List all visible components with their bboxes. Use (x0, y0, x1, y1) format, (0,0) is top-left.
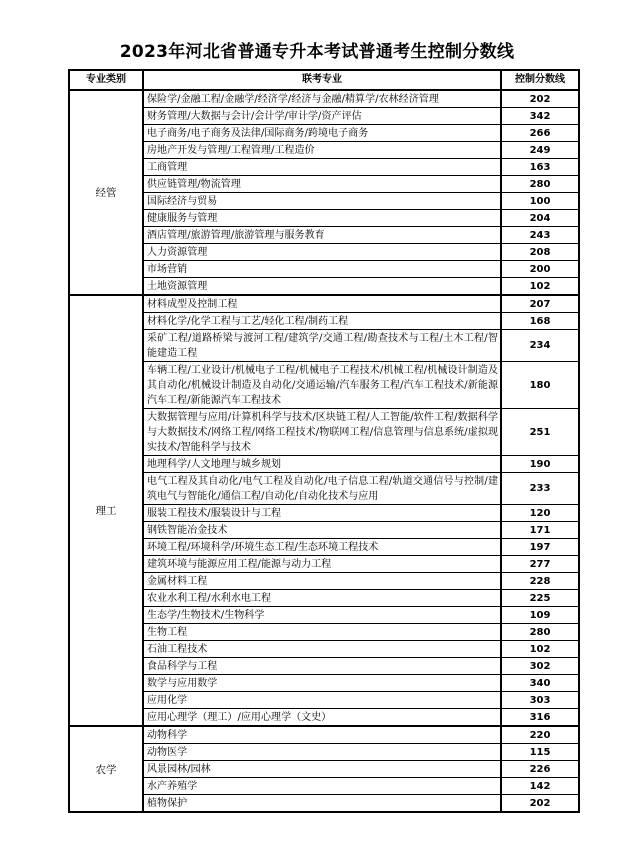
table-row (69, 142, 579, 159)
score-cell: 249 (501, 142, 579, 159)
majors-cell: 市场营销 (143, 261, 501, 278)
category-cell: 经管 (69, 90, 143, 295)
score-cell: 102 (501, 641, 579, 658)
score-cell: 100 (501, 193, 579, 210)
table-row (69, 473, 579, 505)
score-cell: 168 (501, 313, 579, 330)
table-row (69, 658, 579, 675)
table-row (69, 539, 579, 556)
table-row (69, 313, 579, 330)
table-row (69, 641, 579, 658)
score-cell: 280 (501, 624, 579, 641)
table-row (69, 244, 579, 261)
table-row (69, 761, 579, 778)
score-cell: 251 (501, 409, 579, 456)
score-cell: 109 (501, 607, 579, 624)
table-row (69, 176, 579, 193)
score-cell: 207 (501, 295, 579, 313)
table-row (69, 675, 579, 692)
category-cell: 理工 (69, 295, 143, 726)
majors-cell: 土地资源管理 (143, 278, 501, 296)
table-row (69, 108, 579, 125)
majors-cell: 工商管理 (143, 159, 501, 176)
majors-cell: 应用心理学（理工）/应用心理学（文史） (143, 709, 501, 727)
score-cell: 200 (501, 261, 579, 278)
table-row (69, 795, 579, 813)
table-row (69, 210, 579, 227)
table-row (69, 522, 579, 539)
score-cell: 142 (501, 778, 579, 795)
table-row (69, 607, 579, 624)
table-header-row (69, 70, 579, 90)
score-cell: 208 (501, 244, 579, 261)
majors-cell: 环境工程/环境科学/环境生态工程/生态环境工程技术 (143, 539, 501, 556)
table-row (69, 278, 579, 296)
majors-cell: 建筑环境与能源应用工程/能源与动力工程 (143, 556, 501, 573)
table-row (69, 295, 579, 313)
majors-cell: 大数据管理与应用/计算机科学与技术/区块链工程/人工智能/软件工程/数据科学与大数据技术/网络工程/网络工程技术/物联网工程/信息管理与信息系统/虚拟现实技术/智能科学与技术 (143, 409, 501, 456)
table-row (69, 744, 579, 761)
score-cell: 225 (501, 590, 579, 607)
score-cell: 180 (501, 362, 579, 409)
score-cell: 277 (501, 556, 579, 573)
category-group-economics-management (69, 90, 579, 295)
majors-cell: 保险学/金融工程/金融学/经济学/经济与金融/精算学/农林经济管理 (143, 90, 501, 108)
table-row (69, 227, 579, 244)
majors-cell: 服装工程技术/服装设计与工程 (143, 505, 501, 522)
majors-cell: 酒店管理/旅游管理/旅游管理与服务教育 (143, 227, 501, 244)
score-cell: 302 (501, 658, 579, 675)
majors-cell: 材料化学/化学工程与工艺/轻化工程/制药工程 (143, 313, 501, 330)
majors-cell: 应用化学 (143, 692, 501, 709)
table-row (69, 362, 579, 409)
table-row (69, 505, 579, 522)
table-row (69, 573, 579, 590)
score-cell: 220 (501, 726, 579, 744)
score-cell: 234 (501, 330, 579, 362)
score-cell: 303 (501, 692, 579, 709)
score-cell: 243 (501, 227, 579, 244)
score-cell: 226 (501, 761, 579, 778)
score-cell: 233 (501, 473, 579, 505)
majors-cell: 地理科学/人文地理与城乡规划 (143, 456, 501, 473)
majors-cell: 财务管理/大数据与会计/会计学/审计学/资产评估 (143, 108, 501, 125)
score-cell: 115 (501, 744, 579, 761)
score-cell: 163 (501, 159, 579, 176)
majors-cell: 电子商务/电子商务及法律/国际商务/跨境电子商务 (143, 125, 501, 142)
majors-cell: 国际经济与贸易 (143, 193, 501, 210)
table-row (69, 330, 579, 362)
score-cell: 342 (501, 108, 579, 125)
table-row (69, 726, 579, 744)
category-group-science-engineering (69, 295, 579, 726)
majors-cell: 车辆工程/工业设计/机械电子工程/机械电子工程技术/机械工程/机械设计制造及其自动化/机械设计制造及自动化/交通运输/汽车服务工程/汽车工程技术/新能源汽车工程/新能源汽车工程技术 (143, 362, 501, 409)
page-title: 2023年河北省普通专升本考试普通考生控制分数线 (119, 42, 515, 62)
score-cell: 280 (501, 176, 579, 193)
table-row (69, 590, 579, 607)
score-cell: 120 (501, 505, 579, 522)
majors-cell: 数学与应用数学 (143, 675, 501, 692)
score-cell: 202 (501, 795, 579, 813)
majors-cell: 采矿工程/道路桥梁与渡河工程/建筑学/交通工程/勘查技术与工程/土木工程/智能建造工程 (143, 330, 501, 362)
majors-cell: 人力资源管理 (143, 244, 501, 261)
majors-cell: 动物医学 (143, 744, 501, 761)
majors-cell: 房地产开发与管理/工程管理/工程造价 (143, 142, 501, 159)
majors-cell: 生态学/生物技术/生物科学 (143, 607, 501, 624)
header-score: 控制分数线 (501, 70, 579, 90)
table-row (69, 709, 579, 727)
score-cell: 197 (501, 539, 579, 556)
table-row (69, 624, 579, 641)
table-row (69, 456, 579, 473)
majors-cell: 供应链管理/物流管理 (143, 176, 501, 193)
score-table (68, 69, 580, 813)
majors-cell: 石油工程技术 (143, 641, 501, 658)
table-row (69, 556, 579, 573)
score-cell: 190 (501, 456, 579, 473)
majors-cell: 金属材料工程 (143, 573, 501, 590)
category-cell: 农学 (69, 726, 143, 812)
score-cell: 316 (501, 709, 579, 727)
header-majors: 联考专业 (143, 70, 501, 90)
majors-cell: 食品科学与工程 (143, 658, 501, 675)
majors-cell: 风景园林/园林 (143, 761, 501, 778)
table-row (69, 90, 579, 108)
table-row (69, 409, 579, 456)
table-row (69, 193, 579, 210)
majors-cell: 生物工程 (143, 624, 501, 641)
table-row (69, 159, 579, 176)
score-cell: 202 (501, 90, 579, 108)
score-cell: 340 (501, 675, 579, 692)
score-cell: 204 (501, 210, 579, 227)
score-cell: 266 (501, 125, 579, 142)
majors-cell: 水产养殖学 (143, 778, 501, 795)
table-row (69, 125, 579, 142)
category-group-agriculture (69, 726, 579, 812)
score-cell: 171 (501, 522, 579, 539)
majors-cell: 动物科学 (143, 726, 501, 744)
majors-cell: 钢铁智能冶金技术 (143, 522, 501, 539)
table-row (69, 261, 579, 278)
table-row (69, 778, 579, 795)
header-category: 专业类别 (69, 70, 143, 90)
majors-cell: 植物保护 (143, 795, 501, 813)
majors-cell: 健康服务与管理 (143, 210, 501, 227)
majors-cell: 农业水利工程/水利水电工程 (143, 590, 501, 607)
score-cell: 102 (501, 278, 579, 296)
majors-cell: 材料成型及控制工程 (143, 295, 501, 313)
score-cell: 228 (501, 573, 579, 590)
table-row (69, 692, 579, 709)
majors-cell: 电气工程及其自动化/电气工程及自动化/电子信息工程/轨道交通信号与控制/建筑电气与智能化/通信工程/自动化/自动化技术与应用 (143, 473, 501, 505)
